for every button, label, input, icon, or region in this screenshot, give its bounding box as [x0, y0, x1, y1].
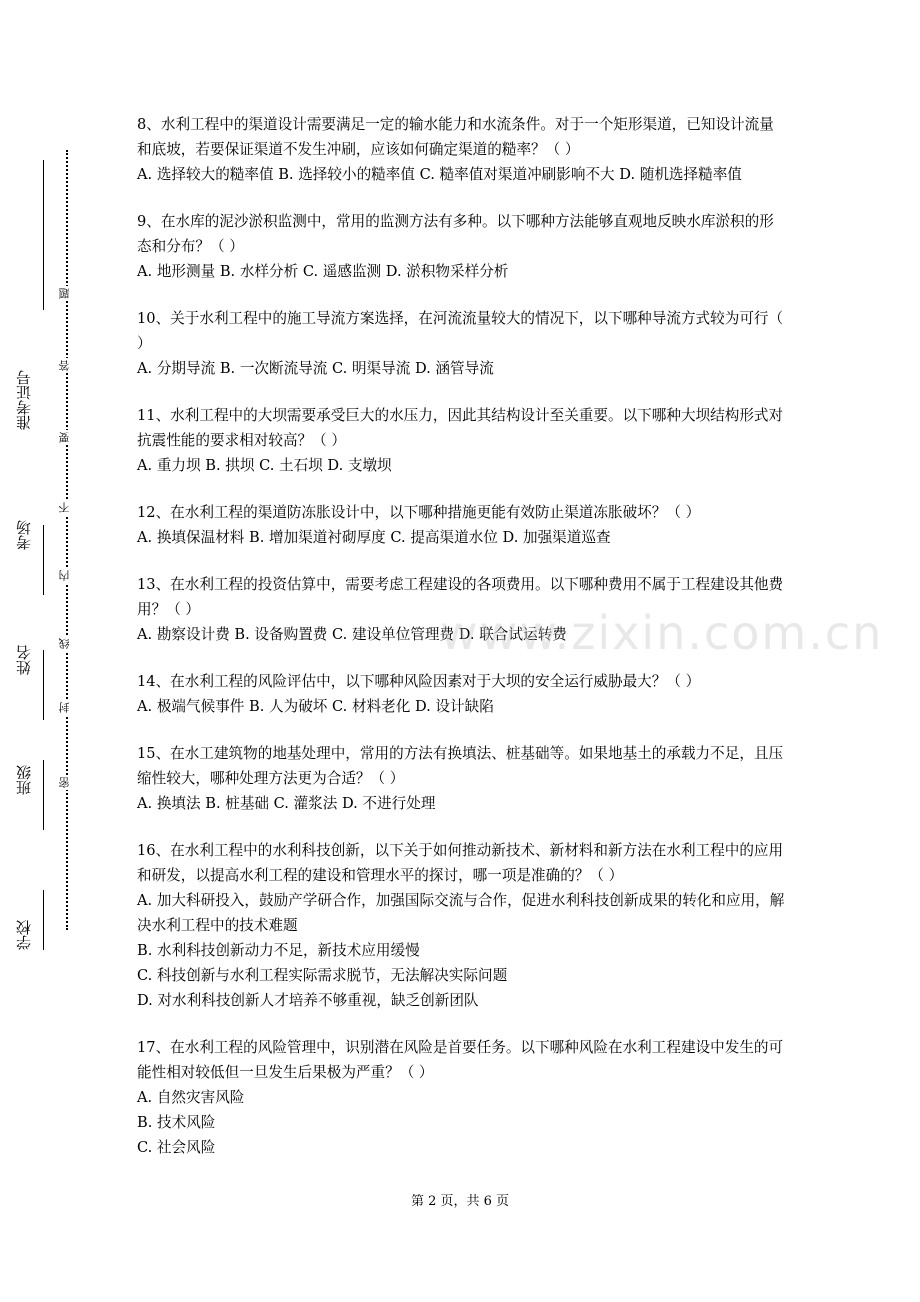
seal-dotted-line: [66, 150, 68, 930]
option-a: A. 自然灾害风险: [137, 1089, 245, 1106]
question-text: 14、在水利工程的风险评估中，以下哪种风险因素对于大坝的安全运行威胁最大？（ ）: [137, 673, 701, 690]
watermark: www.zixin.com.cn: [440, 606, 884, 660]
question-text: 12、在水利工程的渠道防冻胀设计中，以下哪种措施更能有效防止渠道冻胀破坏？（ ）: [137, 504, 701, 521]
seal-char: 答: [58, 360, 71, 371]
seal-char: 要: [58, 432, 71, 443]
field-name: 姓名: [15, 645, 33, 675]
field-name-blank: [43, 650, 44, 720]
seal-char: 不: [58, 502, 71, 513]
question-options: A. 重力坝 B. 拱坝 C. 土石坝 D. 支墩坝: [137, 457, 392, 474]
question-14: [137, 669, 787, 719]
field-admission-number-blank: [43, 160, 44, 310]
seal-char: 封: [58, 702, 71, 713]
field-class-blank: [43, 760, 44, 830]
seal-char: 线: [58, 638, 71, 649]
question-9: [137, 209, 787, 284]
question-options: A. 换填保温材料 B. 增加渠道衬砌厚度 C. 提高渠道水位 D. 加强渠道巡查: [137, 529, 611, 546]
option-c: C. 社会风险: [137, 1139, 216, 1156]
seal-char: 密: [58, 777, 71, 788]
option-d: D. 对水利科技创新人才培养不够重视，缺乏创新团队: [137, 992, 479, 1009]
option-b: B. 水利科技创新动力不足，新技术应用缓慢: [137, 942, 420, 959]
field-exam-room: 考场: [15, 520, 33, 550]
question-options: A. 地形测量 B. 水样分析 C. 遥感监测 D. 淤积物采样分析: [137, 263, 509, 280]
question-16: [137, 838, 787, 1013]
question-options: A. 分期导流 B. 一次断流导流 C. 明渠导流 D. 涵管导流: [137, 360, 494, 377]
seal-char: 题: [58, 288, 71, 299]
field-class: 班级: [15, 765, 33, 795]
question-options: A. 极端气候事件 B. 人为破坏 C. 材料老化 D. 设计缺陷: [137, 698, 494, 715]
field-school: 学校: [15, 920, 33, 950]
option-a: A. 加大科研投入，鼓励产学研合作，加强国际交流与合作，促进水利科技创新成果的转化和应用，解决水利工程中的技术难题: [137, 892, 785, 934]
question-options: A. 选择较大的糙率值 B. 选择较小的糙率值 C. 糙率值对渠道冲刷影响不大 D. 随机选择糙率值: [137, 166, 742, 183]
question-8: [137, 112, 787, 187]
seal-char: 内: [58, 570, 71, 581]
option-c: C. 科技创新与水利工程实际需求脱节，无法解决实际问题: [137, 967, 508, 984]
field-exam-room-blank: [43, 525, 44, 595]
question-text: 10、关于水利工程中的施工导流方案选择，在河流流量较大的情况下，以下哪种导流方式较为可行（ ）: [137, 310, 784, 352]
question-text: 8、水利工程中的渠道设计需要满足一定的输水能力和水流条件。对于一个矩形渠道，已知设计流量和底坡，若要保证渠道不发生冲刷，应该如何确定渠道的糙率？（ ）: [137, 116, 774, 158]
field-admission-number: 准考证号: [15, 370, 33, 430]
question-10: [137, 306, 787, 381]
question-options: A. 勘察设计费 B. 设备购置费 C. 建设单位管理费 D. 联合试运转费: [137, 626, 567, 643]
question-text: 9、在水库的泥沙淤积监测中，常用的监测方法有多种。以下哪种方法能够直观地反映水库淤积的形态和分布？（ ）: [137, 213, 774, 255]
binding-margin: [14, 160, 44, 950]
question-text: 11、水利工程中的大坝需要承受巨大的水压力，因此其结构设计至关重要。以下哪种大坝结构形式对抗震性能的要求相对较高？（ ）: [137, 407, 784, 449]
question-text: 15、在水工建筑物的地基处理中，常用的方法有换填法、桩基础等。如果地基土的承载力不足，且压缩性较大，哪种处理方法更为合适？（ ）: [137, 745, 784, 787]
question-options: A. 换填法 B. 桩基础 C. 灌浆法 D. 不进行处理: [137, 795, 436, 812]
option-b: B. 技术风险: [137, 1114, 216, 1131]
question-11: [137, 403, 787, 478]
field-school-blank: [43, 890, 44, 950]
question-text: 16、在水利工程中的水利科技创新，以下关于如何推动新技术、新材料和新方法在水利工程中的应用和研发，以提高水利工程的建设和管理水平的探讨，哪一项是准确的？（ ）: [137, 842, 784, 884]
page-footer: 第 2 页，共 6 页: [410, 1194, 510, 1209]
question-15: [137, 741, 787, 816]
question-12: [137, 500, 787, 550]
question-text: 17、在水利工程的风险管理中，识别潜在风险是首要任务。以下哪种风险在水利工程建设中发生的可能性相对较低但一旦发生后果极为严重？（ ）: [137, 1039, 784, 1081]
question-17: [137, 1035, 787, 1160]
question-text: 13、在水利工程的投资估算中，需要考虑工程建设的各项费用。以下哪种费用不属于工程建设其他费用？（ ）: [137, 576, 784, 618]
